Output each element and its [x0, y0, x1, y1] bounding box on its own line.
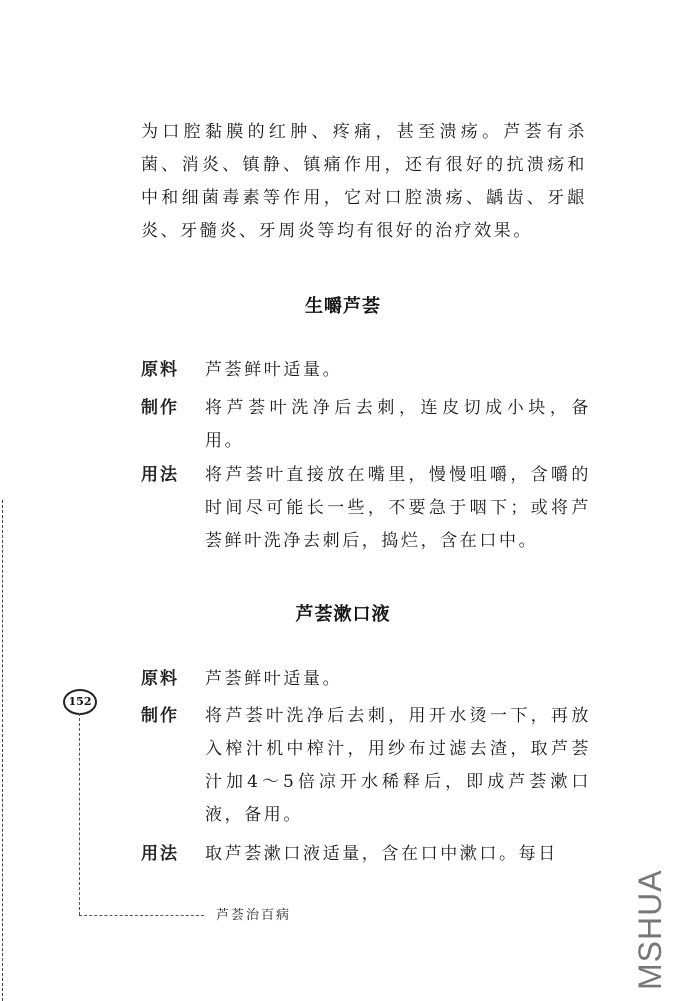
entry-label: 制作: [141, 398, 179, 418]
entry-label: 用法: [141, 465, 179, 485]
entry-usage-1: [141, 459, 591, 558]
entry-label: 制作: [141, 706, 179, 726]
running-footer-book-title: 芦荟治百病: [216, 908, 292, 923]
entry-text: 将芦荟叶洗净后去刺，连皮切成小块，备用。: [205, 398, 591, 451]
entry-text: 芦荟鲜叶适量。: [205, 360, 343, 380]
intro-paragraph: 为口腔黏膜的红肿、疼痛，甚至溃疡。芦荟有杀菌、消炎、镇静、镇痛作用，还有很好的抗溃疡和中和细菌毒素等作用，它对口腔溃疡、龋齿、牙龈炎、牙髓炎、牙周炎等均有很好的治疗效果。: [141, 122, 587, 241]
entry-ingredients-2: [141, 663, 591, 696]
section-title-aloe-mouthwash: 芦荟漱口液: [295, 604, 391, 625]
entry-label: 原料: [141, 360, 179, 380]
page-number-badge: 152: [63, 689, 97, 715]
entry-text: 芦荟鲜叶适量。: [205, 669, 343, 689]
entry-label: 用法: [141, 844, 179, 864]
left-margin-dashed-line: [2, 500, 3, 1001]
watermark-text: MSHUA: [632, 869, 668, 990]
entry-usage-2: [141, 838, 591, 871]
entry-label: 原料: [141, 669, 179, 689]
entry-preparation-2: [141, 700, 591, 832]
section-title-chew-aloe: 生嚼芦荟: [305, 296, 381, 317]
footer-dashed-horizontal-line: [79, 915, 204, 916]
footer-dashed-vertical-line: [79, 713, 80, 915]
entry-preparation-1: [141, 392, 591, 458]
entry-text: 将芦荟叶直接放在嘴里，慢慢咀嚼，含嚼的时间尽可能长一些，不要急于咽下；或将芦荟鲜叶洗净去刺后，捣烂，含在口中。: [205, 465, 591, 551]
entry-text: 将芦荟叶洗净后去刺，用开水烫一下，再放入榨汁机中榨汁，用纱布过滤去渣，取芦荟汁加4～5倍凉开水稀释后，即成芦荟漱口液，备用。: [205, 706, 591, 825]
entry-text: 取芦荟漱口液适量，含在口中漱口。每日: [205, 844, 558, 864]
entry-ingredients-1: [141, 354, 591, 387]
